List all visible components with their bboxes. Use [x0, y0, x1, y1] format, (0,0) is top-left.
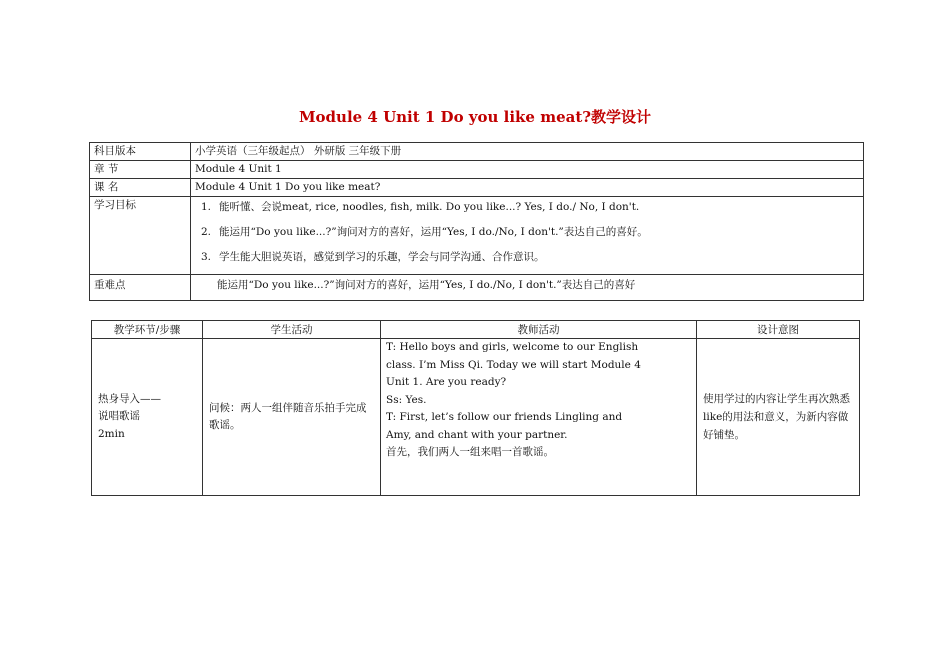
key-label: 重难点 [90, 275, 191, 301]
header-intent: 设计意图 [697, 321, 860, 339]
info-row-subject [90, 143, 864, 161]
steps-row [92, 339, 860, 496]
teacher-line: Amy, and chant with your partner. [386, 428, 568, 441]
goals-label: 学习目标 [90, 197, 191, 275]
goal-item: 2. 能运用“Do you like...?”询问对方的喜好，运用“Yes, I do./No, I don't.”表达自己的喜好。 [201, 226, 648, 238]
intent-cell: 使用学过的内容让学生再次熟悉like的用法和意义，为新内容做好铺垫。 [697, 339, 860, 496]
info-row-chapter [90, 161, 864, 179]
info-label: 课 名 [90, 179, 191, 197]
stage-line: 热身导入—— [98, 392, 161, 405]
info-value: 小学英语（三年级起点） 外研版 三年级下册 [191, 143, 864, 161]
course-info-table [89, 142, 864, 301]
stage-line: 2min [98, 427, 125, 440]
header-teacher: 教师活动 [381, 321, 697, 339]
goals-cell [191, 197, 864, 275]
info-row-lesson [90, 179, 864, 197]
page-title: Module 4 Unit 1 Do you like meat?教学设计 [298, 108, 652, 126]
header-stage: 教学环节/步骤 [92, 321, 203, 339]
steps-table [91, 320, 860, 496]
teacher-cell [381, 339, 697, 496]
header-student: 学生活动 [203, 321, 381, 339]
stage-line: 说唱歌谣 [98, 410, 140, 423]
goal-item: 3. 学生能大胆说英语，感觉到学习的乐趣，学会与同学沟通、合作意识。 [201, 251, 545, 263]
teacher-line: class. I’m Miss Qi. Today we will start Module 4 [386, 358, 641, 371]
info-value: Module 4 Unit 1 Do you like meat? [191, 179, 864, 197]
teacher-line: T: First, let’s follow our friends Lingling and [386, 411, 623, 423]
info-value: Module 4 Unit 1 [191, 161, 864, 179]
steps-header-row [92, 321, 860, 339]
goal-item: 1. 能听懂、会说meat, rice, noodles, fish, milk. Do you like...? Yes, I do./ No, I don't. [201, 201, 640, 213]
teacher-line: Ss: Yes. [386, 393, 427, 406]
key-value: 能运用“Do you like...?”询问对方的喜好，运用“Yes, I do./No, I don't.”表达自己的喜好 [191, 275, 864, 301]
teacher-line: T: Hello boys and girls, welcome to our English [386, 341, 639, 353]
info-label: 科目版本 [90, 143, 191, 161]
teacher-line: Unit 1. Are you ready? [386, 376, 507, 388]
info-row-goals [90, 197, 864, 275]
teacher-line: 首先，我们两人一组来唱一首歌谣。 [386, 446, 554, 458]
info-row-key [90, 275, 864, 301]
stage-cell [92, 339, 203, 496]
student-cell: 问候：两人一组伴随音乐拍手完成歌谣。 [203, 339, 381, 496]
info-label: 章 节 [90, 161, 191, 179]
